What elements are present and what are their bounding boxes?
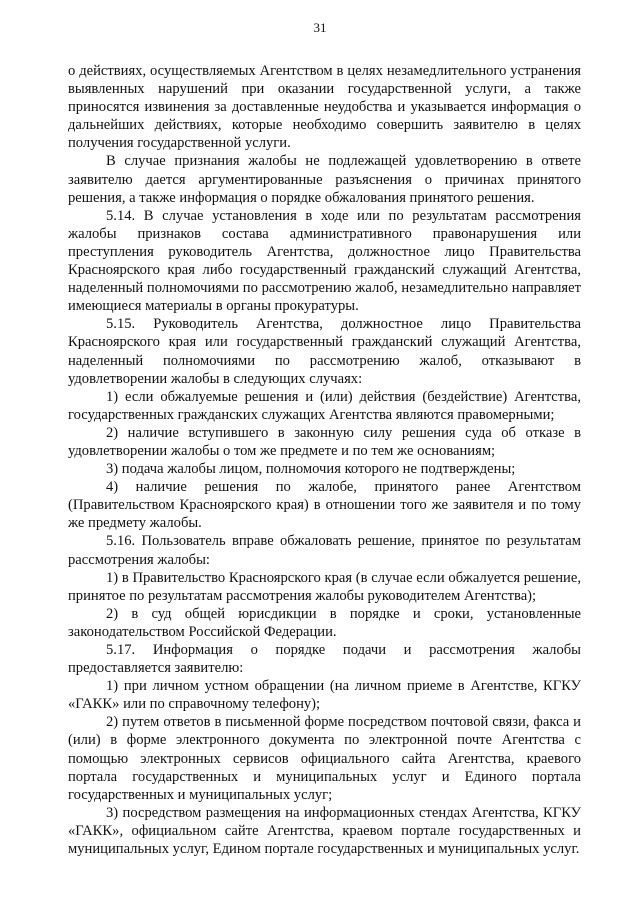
list-item-5-15-3: 3) подача жалобы лицом, полномочия которого не подтверждены; (106, 461, 516, 478)
paragraph-5-14: 5.14. В случае установления в ходе или по результатам рассмотрения жалобы признаков состава административного правонарушения или преступления руководитель Агентства, должностное лицо Правительства Красноярского края либо государственный гражданский служащий Агентства, наделенный полномочиями по рассмотрению жалоб, незамедлительно направляет имеющиеся материалы в органы прокуратуры. (68, 207, 581, 315)
list-item-5-17-2: 2) путем ответов в письменной форме посредством почтовой связи, факса и (или) в форме электронного документа по электронной почте Агентства с помощью электронных сервисов официального сайта Агентства, краевого портала государственных и муниципальных услуг и Единого портала государственных и муниципальных услуг; (68, 714, 581, 803)
list-item-5-16-1: 1) в Правительство Красноярского края (в случае если обжалуется решение, принятое по результатам рассмотрения жалобы руководителем Агентства); (68, 569, 581, 604)
paragraph-rejection-answer: В случае признания жалобы не подлежащей удовлетворению в ответе заявителю дается аргументированные разъяснения о причинах принятого решения, а также информация о порядке обжалования принятого решения. (68, 153, 581, 206)
list-item-5-15-2: 2) наличие вступившего в законную силу решения суда об отказе в удовлетворении жалобы о том же предмете и по тем же основаниям; (68, 424, 581, 459)
document-body (68, 62, 581, 858)
paragraph-5-16: 5.16. Пользователь вправе обжаловать решение, принятое по результатам рассмотрения жалобы: (68, 533, 581, 568)
list-item-5-15-4: 4) наличие решения по жалобе, принятого ранее Агентством (Правительством Красноярского края) в отношении того же заявителя и по тому же предмету жалобы. (68, 479, 581, 532)
list-item-5-17-3: 3) посредством размещения на информационных стендах Агентства, КГКУ «ГАКК», официальном сайте Агентства, краевом портале государственных и муниципальных услуг, Едином портале государственных и муниципальных услуг. (68, 804, 581, 858)
list-item-5-15-1: 1) если обжалуемые решения и (или) действия (бездействие) Агентства, государственных гражданских служащих Агентства являются правомерными; (68, 388, 581, 423)
page-number: 31 (313, 20, 327, 35)
paragraph-5-17: 5.17. Информация о порядке подачи и рассмотрения жалобы предоставляется заявителю: (68, 642, 581, 677)
paragraph-continuation: о действиях, осуществляемых Агентством в целях незамедлительного устранения выявленных нарушений при оказании государственной услуги, а также приносятся извинения за доставленные неудобства и указывается информация о дальнейших действиях, которые необходимо совершить заявителю в целях получения государственной услуги. (68, 63, 581, 152)
paragraph-5-15: 5.15. Руководитель Агентства, должностное лицо Правительства Красноярского края или государственный гражданский служащий Агентства, наделенный полномочиями по рассмотрению жалоб, отказывают в удовлетворении жалобы в следующих случаях: (68, 316, 581, 387)
list-item-5-16-2: 2) в суд общей юрисдикции в порядке и сроки, установленные законодательством Российской Федерации. (68, 605, 581, 640)
list-item-5-17-1: 1) при личном устном обращении (на личном приеме в Агентстве, КГКУ «ГАКК» или по справочному телефону); (68, 678, 581, 713)
